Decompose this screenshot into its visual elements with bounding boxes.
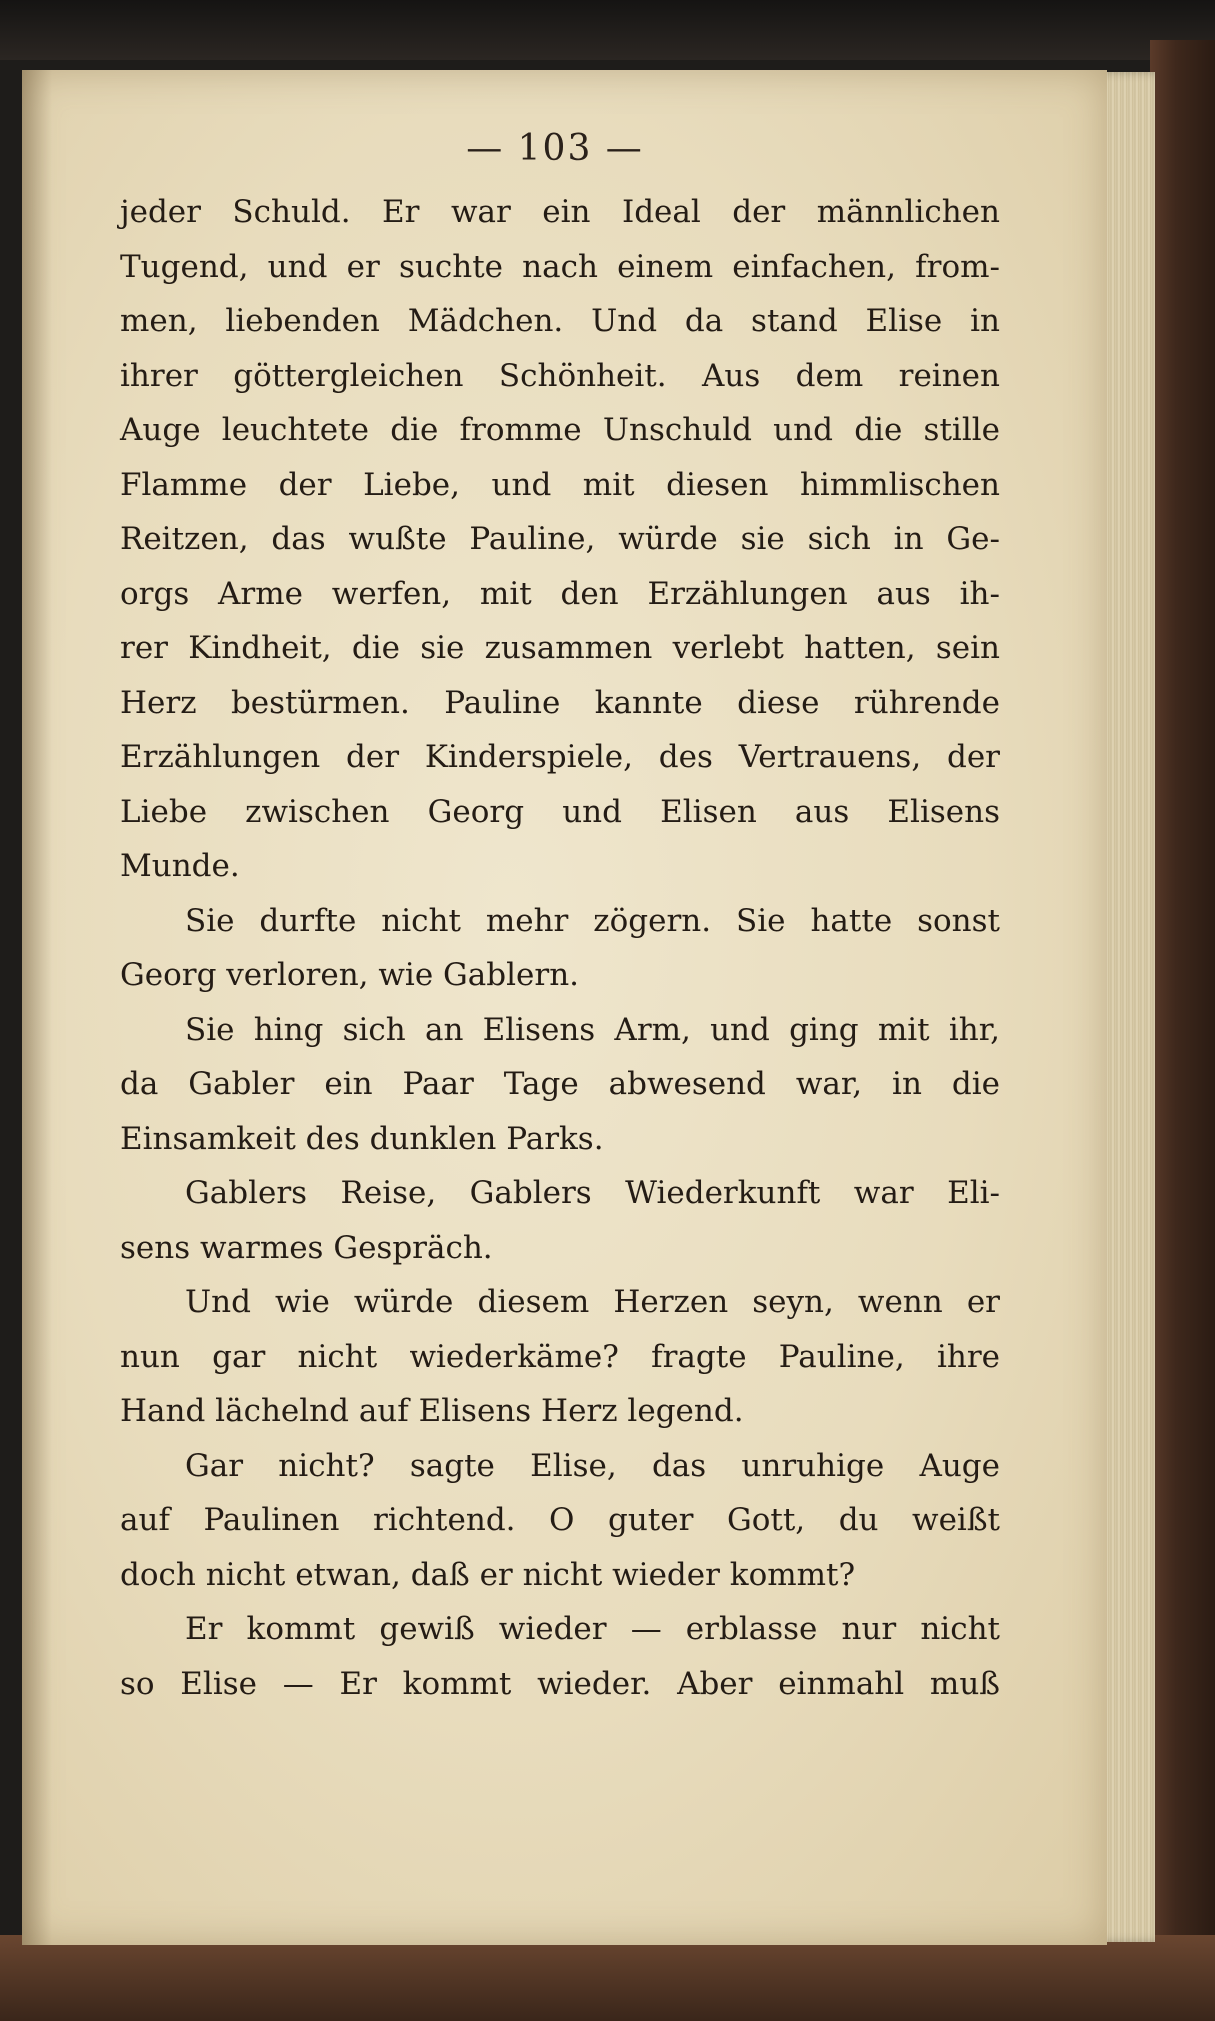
- text-line: Tugend, und er suchte nach einem einfachen, from-: [120, 248, 1000, 285]
- book-cover-bottom: [0, 1935, 1215, 2021]
- text-line: Erzählungen der Kinderspiele, des Vertrauens, der: [120, 739, 1000, 775]
- text-line: Gablers Reise, Gablers Wiederkunft war Eli-: [185, 1175, 1000, 1211]
- text-line: so Elise — Er kommt wieder. Aber einmahl muß: [120, 1665, 1000, 1702]
- text-line: Liebe zwischen Georg und Elisen aus Elisens: [120, 793, 1000, 830]
- text-line: orgs Arme werfen, mit den Erzählungen aus ih-: [120, 575, 1000, 612]
- text-line: ihrer göttergleichen Schönheit. Aus dem reinen: [120, 357, 1000, 394]
- text-line: Und wie würde diesem Herzen seyn, wenn er: [185, 1284, 1000, 1320]
- body-text: [120, 185, 1000, 1711]
- text-line: doch nicht etwan, daß er nicht wieder kommt?: [120, 1556, 856, 1593]
- text-line: Munde.: [120, 848, 240, 884]
- text-line: sens warmes Gespräch.: [120, 1229, 493, 1266]
- page-number: — 103 —: [466, 128, 644, 169]
- text-line: Herz bestürmen. Pauline kannte diese rührende: [120, 684, 1000, 721]
- text-line: nun gar nicht wiederkäme? fragte Pauline, ihre: [120, 1338, 1000, 1375]
- book-cover-edge: [1150, 40, 1215, 1990]
- text-line: Gar nicht? sagte Elise, das unruhige Auge: [185, 1447, 1000, 1484]
- text-line: Sie hing sich an Elisens Arm, und ging mit ihr,: [185, 1011, 1000, 1048]
- page-gutter-shadow: [22, 70, 52, 1945]
- text-line: Sie durfte nicht mehr zögern. Sie hatte sonst: [185, 902, 1000, 939]
- background-top: [0, 0, 1215, 60]
- text-line: auf Paulinen richtend. O guter Gott, du weißt: [120, 1502, 1000, 1538]
- text-line: Er kommt gewiß wieder — erblasse nur nicht: [185, 1611, 1000, 1647]
- text-line: men, liebenden Mädchen. Und da stand Elise in: [120, 303, 1000, 339]
- text-line: Hand lächelnd auf Elisens Herz legend.: [120, 1393, 744, 1429]
- text-line: Reitzen, das wußte Pauline, würde sie sich in Ge-: [120, 521, 1000, 557]
- text-line: jeder Schuld. Er war ein Ideal der männlichen: [120, 194, 1000, 230]
- text-line: Georg verloren, wie Gablern.: [120, 957, 580, 993]
- text-line: Auge leuchtete die fromme Unschuld und die stille: [120, 412, 1000, 448]
- text-line: da Gabler ein Paar Tage abwesend war, in die: [120, 1066, 1000, 1102]
- text-line: Flamme der Liebe, und mit diesen himmlischen: [120, 466, 1000, 503]
- text-line: rer Kindheit, die sie zusammen verlebt hatten, sein: [120, 630, 1000, 666]
- text-line: Einsamkeit des dunklen Parks.: [120, 1120, 604, 1157]
